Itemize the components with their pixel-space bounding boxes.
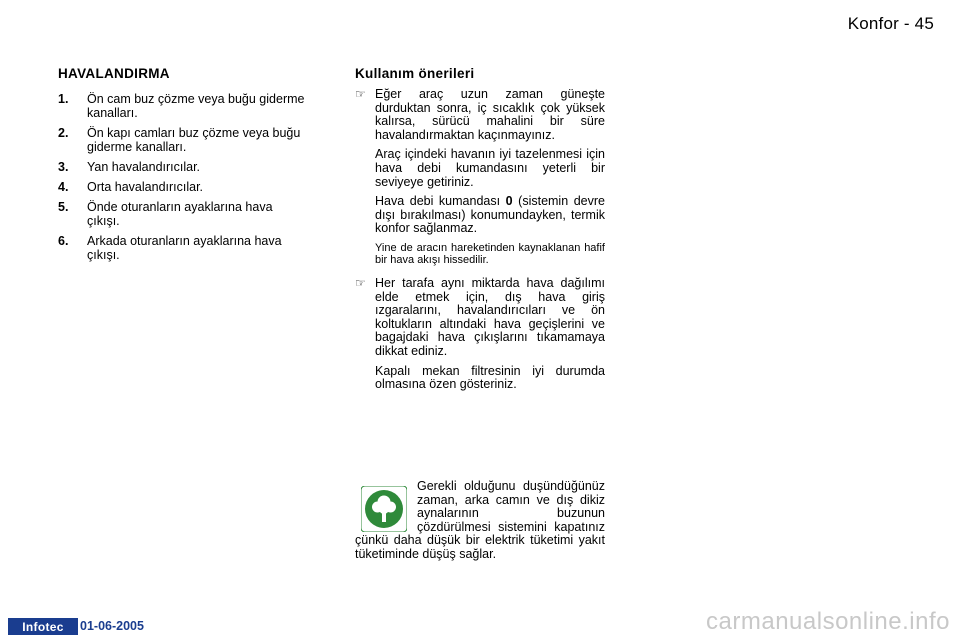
tip-text: Hava debi kumandası <box>375 194 506 209</box>
pointing-hand-icon: ☞ <box>355 275 366 290</box>
watermark: carmanualsonline.info <box>706 608 950 635</box>
tip-block <box>355 277 605 398</box>
usage-tips <box>355 88 605 402</box>
item-text: Yan havalandırıcılar. <box>87 160 201 174</box>
tip-body <box>375 88 605 273</box>
item-text: Önde oturanların ayaklarına hava çıkışı. <box>87 200 273 228</box>
list-item <box>58 180 308 194</box>
tip-paragraph: Yine de aracın hareketinden kaynaklanan hafif bir hava akışı hissedilir. <box>375 241 605 267</box>
list-item <box>58 126 308 154</box>
list-item <box>58 234 308 262</box>
item-number: 3. <box>58 160 69 174</box>
item-number: 4. <box>58 180 69 194</box>
footer-date: 01-06-2005 <box>80 619 144 633</box>
infotec-logo: Infotec <box>8 618 78 635</box>
tip-paragraph <box>375 195 605 236</box>
list-item <box>58 200 308 228</box>
usage-tips-title: Kullanım önerileri <box>355 66 475 81</box>
eco-text: Gerekli olduğunu duşündüğünüz zaman, arka camın ve dış dikiz aynalarının buzunun çözdürülmesi sistemini kapatınız çünkü daha düşük bir elektrik tüketimi yakıt tüketiminde düşüş sağlar. <box>355 479 605 561</box>
tree-icon <box>361 486 407 532</box>
item-text: Orta havalandırıcılar. <box>87 180 204 194</box>
item-number: 5. <box>58 200 69 214</box>
tip-paragraph: Kapalı mekan filtresinin iyi durumda olmasına özen gösteriniz. <box>375 363 605 392</box>
item-text: Ön kapı camları buz çözme veya buğu giderme kanalları. <box>87 126 301 154</box>
item-text: Arkada oturanların ayaklarına hava çıkışı. <box>87 234 282 262</box>
item-number: 1. <box>58 92 69 106</box>
item-text: Ön cam buz çözme veya buğu giderme kanalları. <box>87 92 305 120</box>
pointing-hand-icon: ☞ <box>355 87 366 101</box>
item-number: 2. <box>58 126 69 140</box>
tip-body <box>375 277 605 398</box>
ventilation-title: HAVALANDIRMA <box>58 66 170 81</box>
item-number: 6. <box>58 234 69 248</box>
list-item <box>58 160 308 174</box>
tip-text: (sistemin devre dışı bırakılması) konumundayken, termik konfor sağlanmaz. <box>375 194 605 236</box>
list-item <box>58 92 308 120</box>
eco-tip <box>355 480 605 562</box>
tip-paragraph: Eğer araç uzun zaman güneşte durduktan sonra, iç sıcaklık çok yüksek kalırsa, sürücü mahalini bir süre havalandırmaktan kaçınmayınız. <box>375 87 605 142</box>
tip-block <box>355 88 605 273</box>
tip-paragraph: Araç içindeki havanın iyi tazelenmesi için hava debi kumandasını yeterli bir seviyeye getiriniz. <box>375 147 605 189</box>
tip-paragraph: Her tarafa aynı miktarda hava dağılımı elde etmek için, dış hava giriş ızgaralarını, havalandırıcıları ve ön koltukların altındaki hava geçişlerini ve bagajdaki hava çıkışlarını tıkamamaya dikkat ediniz. <box>375 275 605 358</box>
vent-list <box>58 92 308 268</box>
airflow-zero-value: 0 <box>505 194 513 209</box>
page-header: Konfor - 45 <box>847 14 934 33</box>
